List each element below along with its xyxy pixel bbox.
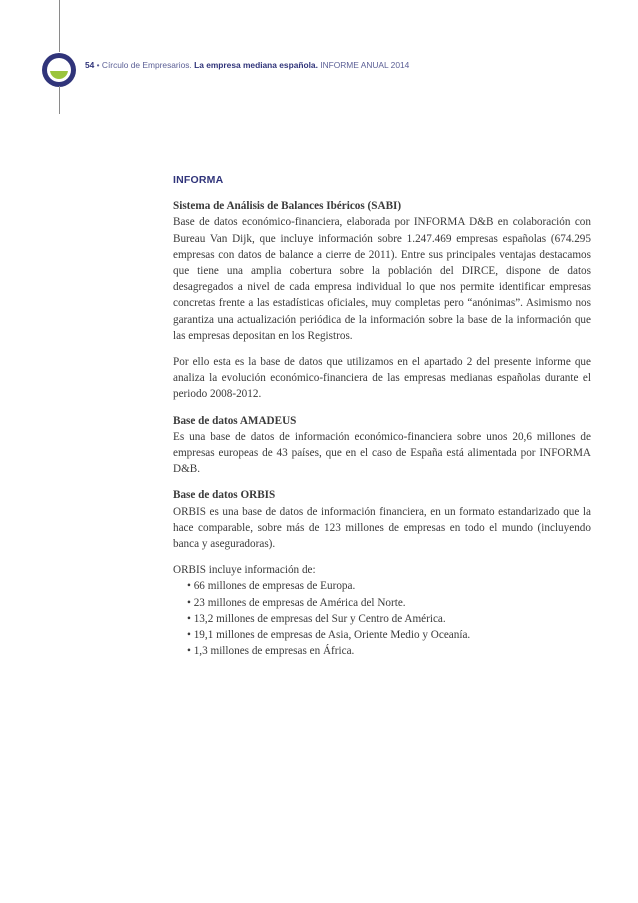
amadeus-title: Base de datos AMADEUS [173, 414, 297, 427]
list-item: • 13,2 millones de empresas del Sur y Centro de América. [187, 612, 446, 625]
orbis-list [187, 578, 591, 659]
running-header [85, 60, 409, 70]
list-item: • 19,1 millones de empresas de Asia, Oriente Medio y Oceanía. [187, 629, 471, 642]
header-rule-bottom [59, 86, 60, 114]
header-org: Círculo de Empresarios. [101, 60, 195, 70]
section-title: INFORMA [173, 174, 224, 186]
page-marker-icon [42, 53, 76, 87]
sabi-usage: Por ello esta es la base de datos que utilizamos en el apartado 2 del presente informe que analiza la evolución económico-financiera de las empresas medianas españolas durante el periodo 2008-2012. [173, 356, 591, 401]
page-number: 54 [85, 60, 95, 70]
sabi-title: Sistema de Análisis de Balances Ibéricos (SABI) [173, 200, 402, 213]
list-item: • 1,3 millones de empresas en África. [187, 645, 355, 658]
list-item: • 23 millones de empresas de América del Norte. [187, 596, 406, 609]
orbis-text: ORBIS es una base de datos de información financiera, en un formato estandarizado que la hace comparable, sobre más de 123 millones de empresas en todo el mundo (incluyendo banca y aseguradoras). [173, 505, 591, 551]
sabi-text: Base de datos económico-financiera, elaborada por INFORMA D&B en colaboración con Bureau Van Dijk, que incluye información sobre 1.247.469 empresas españolas (674.295 empresas con datos de balance a cierre de 2011). Entre sus principales ventajas destacamos que tiene una amplia cobertura sobre la población del DIRCE, dispone de datos desagregados a nivel de cada empresa individual lo que nos permite identificar empresas concretas frente a las estadísticas oficiales, muy completas pero “anónimas”. Asimismo nos garantiza una actualización periódica de la información sobre la base de la información que las empresas depositan en los Registros. [173, 216, 591, 342]
header-separator: • [94, 60, 102, 70]
header-report: INFORME ANUAL 2014 [317, 60, 410, 70]
list-item: • 66 millones de empresas de Europa. [187, 580, 356, 593]
orbis-title: Base de datos ORBIS [173, 489, 276, 502]
header-rule-top [59, 0, 60, 52]
main-content [173, 172, 591, 659]
amadeus-text: Es una base de datos de información económico-financiera sobre unos 20,6 millones de empresas europeas de 43 países, que en el caso de España está alimentada por INFORMA D&B. [173, 430, 591, 476]
header-title: La empresa mediana española. [194, 60, 318, 70]
orbis-intro: ORBIS incluye información de: [173, 564, 316, 577]
